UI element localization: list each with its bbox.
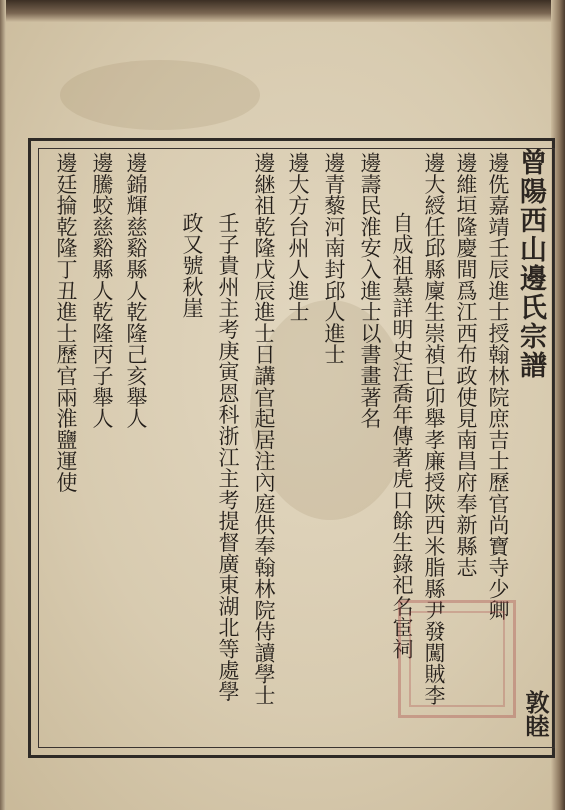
publisher-mark: 敦睦 (521, 690, 550, 738)
text-column-3: 邊大綬任邱縣廩生崇禎已卯舉孝廉授陜西米脂縣尹發闖賊李 (422, 152, 446, 706)
text-column-4: 自成祖墓詳明史汪喬年傳著虎口餘生錄祀名宦祠 (390, 212, 414, 660)
text-column-7: 邊大方台州人進士 (286, 152, 310, 323)
text-column-6: 邊青藜河南封邱人進士 (322, 152, 346, 365)
text-column-5: 邊壽民淮安入進士以書畫著名 (358, 152, 382, 429)
text-column-8: 邊継祖乾隆戊辰進士日講官起居注內庭供奉翰林院侍讀學士 (252, 152, 276, 706)
paper-stain (60, 60, 260, 130)
page-title: 曾陽西山邊氏宗譜 (515, 148, 546, 380)
text-column-2: 邊維垣隆慶間爲江西布政使見南昌府奉新縣志 (454, 152, 478, 578)
text-column-11: 邊錦輝慈谿縣人乾隆己亥舉人 (124, 152, 148, 429)
page-left-edge (0, 0, 6, 810)
text-column-13: 邊廷掄乾隆丁丑進士歷官兩淮鹽運使 (54, 152, 78, 493)
text-column-1: 邊侁嘉靖壬辰進士授翰林院庶吉士歷官尚寶寺少卿 (486, 152, 510, 621)
text-column-9: 壬子貴州主考庚寅恩科浙江主考提督廣東湖北等處學 (216, 212, 240, 702)
text-column-12: 邊騰蛟慈谿縣人乾隆丙子舉人 (90, 152, 114, 429)
page-top-edge (0, 0, 565, 22)
red-seal-stamp (398, 600, 516, 718)
text-column-10: 政又號秋崖 (180, 212, 204, 319)
